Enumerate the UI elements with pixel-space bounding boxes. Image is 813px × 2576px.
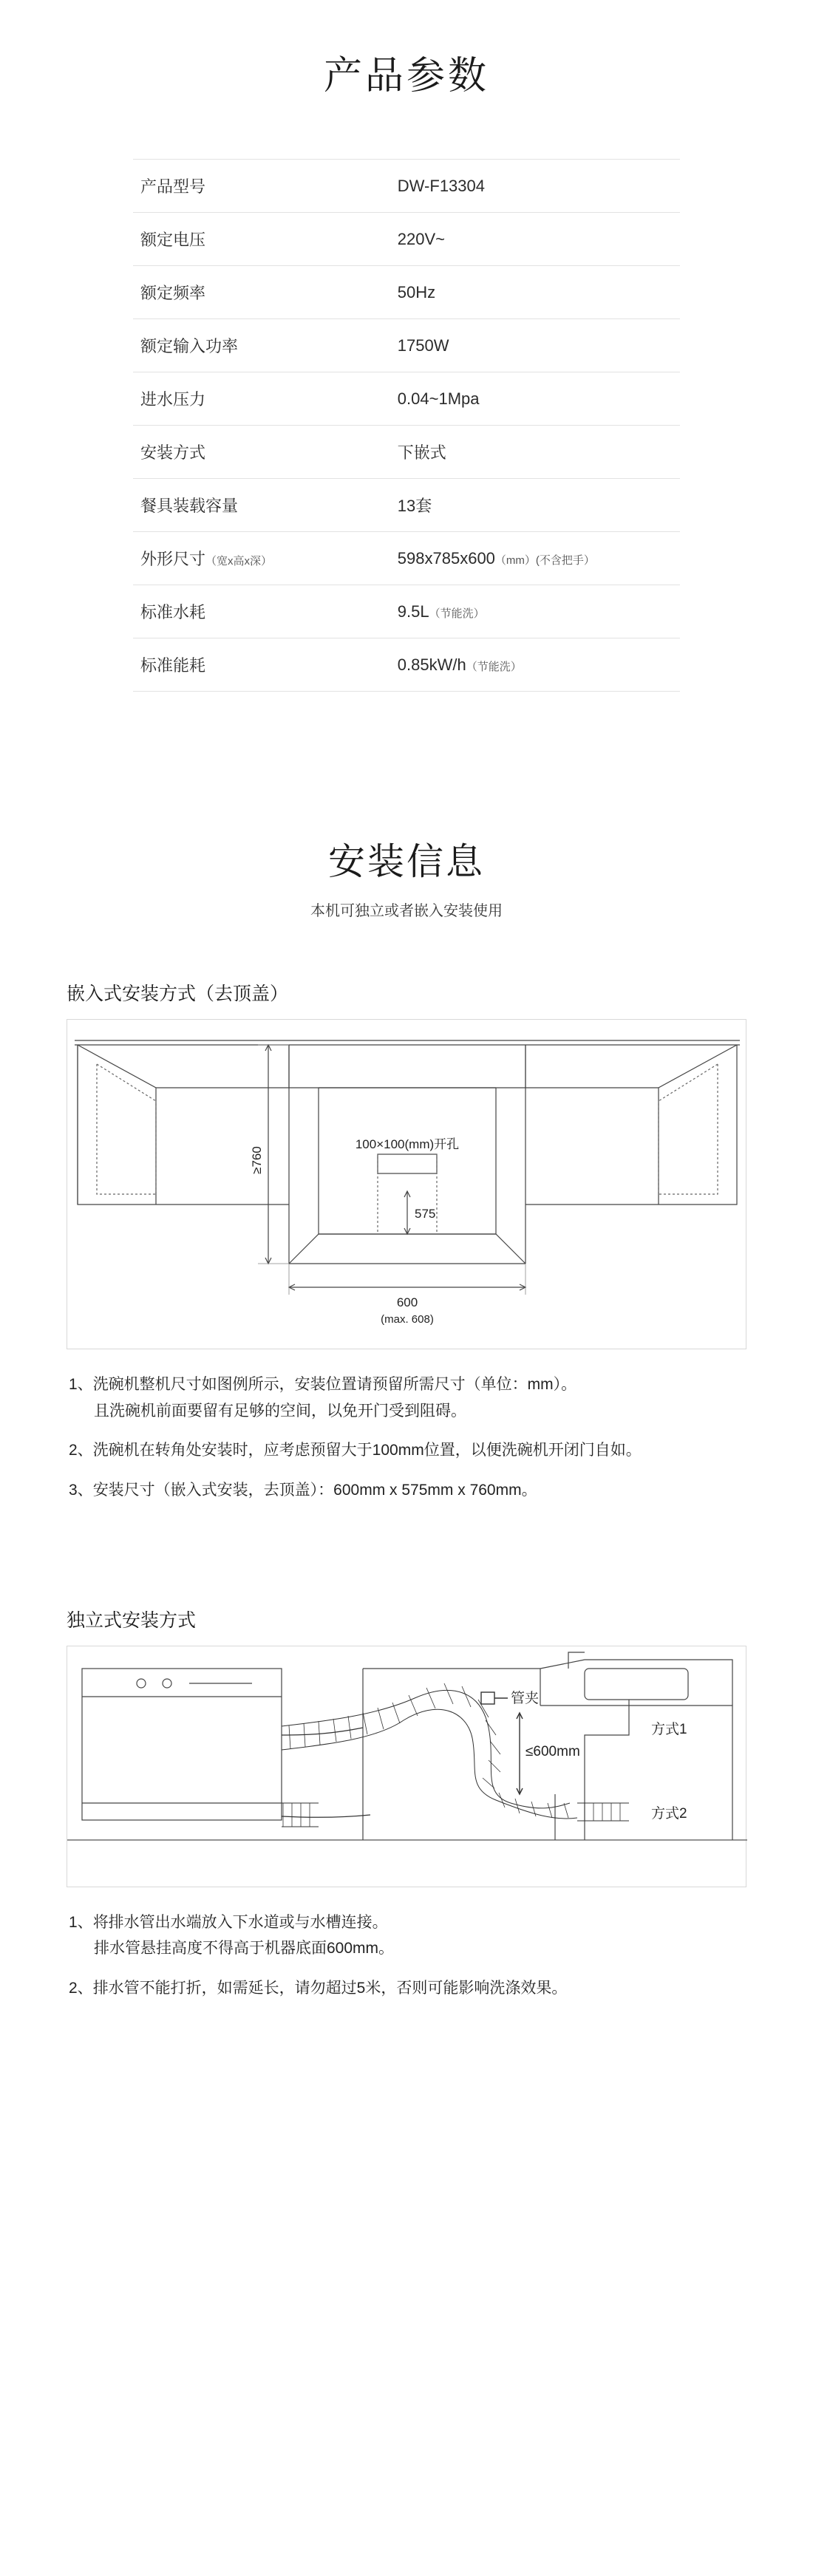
spec-key: 额定频率 [140,284,206,302]
install-title: 安装信息 [328,841,485,882]
spec-table [133,159,680,692]
dimension-depth-label: 575 [415,1207,436,1221]
builtin-diagram [67,1019,746,1349]
spec-value-note: （mm）(不含把手） [494,553,595,567]
install-subtitle: 本机可独立或者嵌入安装使用 [310,903,503,919]
table-row [133,372,680,426]
spec-key: 标准能耗 [140,656,206,675]
note-number: 1、 [69,1913,93,1931]
note-item [69,1372,780,1424]
table-row [133,213,680,266]
note-line1: 洗碗机在转角处安装时，应考虑预留大于100mm位置，以便洗碗机开闭门自如。 [92,1442,642,1459]
freestanding-diagram [67,1646,746,1887]
freestanding-diagram-wrap [33,1646,780,1887]
clamp-label: 管夹 [511,1690,540,1706]
spec-value: DW-F13304 [397,176,485,195]
spec-key-note: （宽x高x深） [205,555,273,568]
builtin-notes [33,1372,780,1504]
spec-value [390,638,680,692]
spec-value-text: 0.85kW/h [397,655,466,674]
spec-key: 餐具装载容量 [140,497,239,515]
table-row [133,266,680,319]
spec-key [133,532,390,585]
table-row [133,638,680,692]
note-item [69,1909,780,1962]
spec-value-note: （节能洗） [429,607,485,620]
spec-key: 产品型号 [140,177,206,196]
spec-key: 额定电压 [140,231,206,249]
spec-value [390,585,680,638]
table-row [133,160,680,213]
note-line2: 排水管悬挂高度不得高于机器底面600mm。 [94,1940,395,1957]
builtin-heading: 嵌入式安装方式（去顶盖） [67,984,289,1004]
note-line1: 洗碗机整机尺寸如图例所示，安装位置请预留所需尺寸（单位：mm）。 [92,1376,577,1393]
spec-key: 安装方式 [140,443,206,462]
spec-value [390,532,680,585]
spec-key: 额定输入功率 [140,337,239,355]
builtin-diagram-wrap [33,1019,780,1349]
table-row [133,426,680,479]
note-number: 1、 [69,1376,93,1393]
note-number: 2、 [69,1442,93,1459]
table-row [133,319,680,372]
spec-value: 1750W [397,335,449,355]
note-item [69,1477,780,1504]
note-line1: 将排水管出水端放入下水道或与水槽连接。 [92,1913,388,1931]
note-number: 2、 [69,1980,93,1997]
spec-value: 下嵌式 [397,443,446,462]
spec-value: 220V~ [397,229,446,248]
dimension-width-label: 600 [396,1295,418,1309]
note-line1: 排水管不能打折，如需延长，请勿超过5米，否则可能影响洗涤效果。 [92,1980,568,1997]
freestanding-diagram-svg [67,1646,747,1883]
note-item [69,1437,780,1464]
dimension-hole-label: 100×100(mm)开孔 [355,1137,460,1151]
way1-label: 方式1 [651,1721,687,1737]
note-number: 3、 [69,1482,93,1499]
way2-label: 方式2 [651,1805,687,1822]
note-line2: 且洗碗机前面要留有足够的空间，以免开门受到阻碍。 [94,1402,466,1420]
freestanding-notes [33,1909,780,2002]
table-row [133,479,680,532]
spec-value: 0.04~1Mpa [397,389,480,408]
note-line1: 安装尺寸（嵌入式安装，去顶盖）：600mm x 575mm x 760mm。 [92,1482,537,1499]
dimension-width-max-label: (max. 608) [381,1313,434,1326]
freestanding-heading: 独立式安装方式 [67,1609,197,1631]
spec-key-text: 外形尺寸 [140,550,206,568]
spec-value-text: 598x785x600 [397,548,495,568]
spec-key: 标准水耗 [140,603,206,621]
dimension-height-label: ≥760 [250,1146,264,1174]
hose-height-label: ≤600mm [525,1743,580,1759]
spec-value: 50Hz [397,282,436,301]
table-row [133,585,680,638]
note-item [69,1975,780,2002]
spec-value-note: （节能洗） [466,660,522,673]
builtin-diagram-svg [67,1020,747,1345]
page-title: 产品参数 [323,55,489,98]
spec-value: 13套 [397,497,432,515]
table-row [133,532,680,585]
spec-key: 进水压力 [140,390,206,409]
spec-value-text: 9.5L [397,602,429,621]
